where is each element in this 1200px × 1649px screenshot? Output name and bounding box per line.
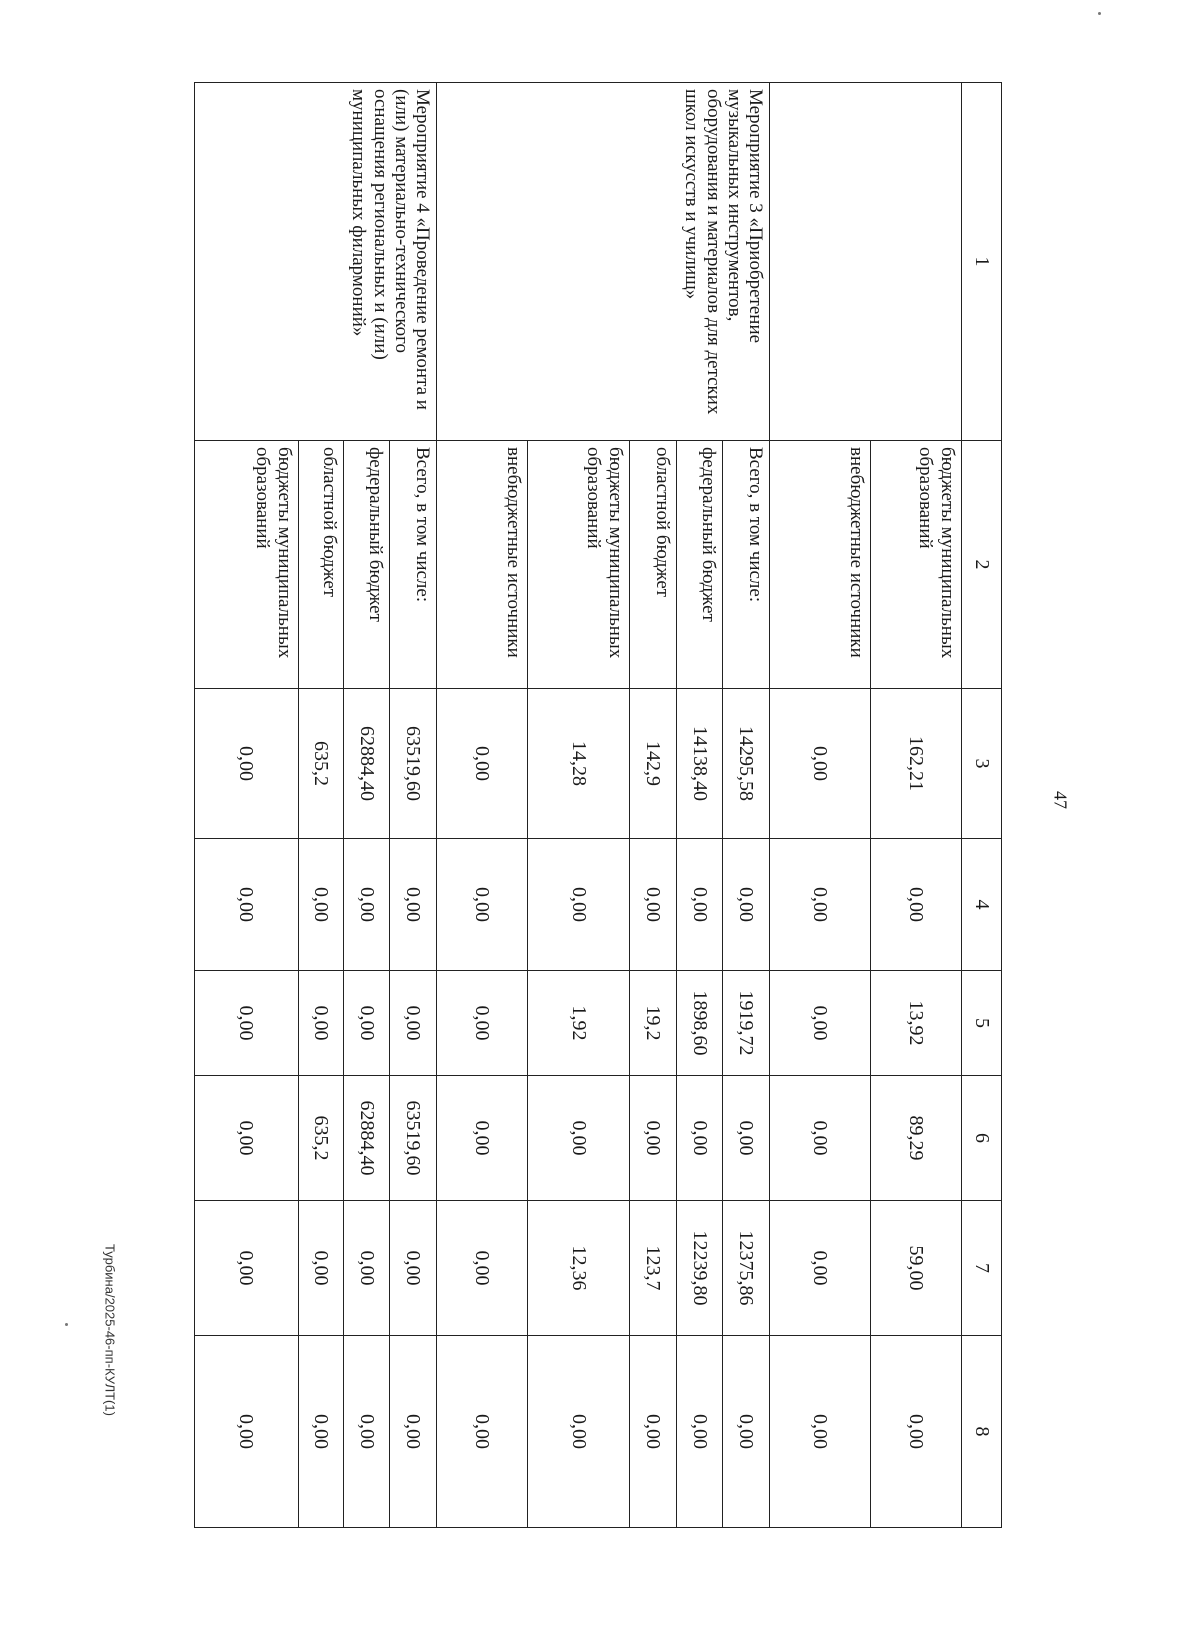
value-cell: 0,00 [344,971,390,1076]
document-footer: Турбина/2025-46-пп-КУЛТ(1) [102,1244,118,1416]
source-cell: бюджеты муниципальных образований [195,441,299,689]
value-cell: 62884,40 [344,689,390,839]
value-cell: 1,92 [528,971,629,1076]
header-cell: 8 [961,1336,1001,1528]
header-cell: 5 [961,971,1001,1076]
value-cell: 0,00 [629,839,677,971]
header-row [961,83,1001,1528]
value-cell: 19,2 [629,971,677,1076]
table-row [870,83,961,1528]
value-cell: 63519,60 [389,1076,437,1201]
value-cell: 12239,80 [677,1201,723,1336]
table-row [722,83,770,1528]
value-cell: 142,9 [629,689,677,839]
source-cell: Всего, в том числе: [722,441,770,689]
value-cell: 0,00 [770,971,870,1076]
value-cell: 0,00 [195,971,299,1076]
value-cell: 0,00 [629,1336,677,1528]
value-cell: 0,00 [677,1076,723,1201]
value-cell: 0,00 [722,1076,770,1201]
source-cell: бюджеты муниципальных образований [870,441,961,689]
value-cell: 1898,60 [677,971,723,1076]
value-cell: 0,00 [344,1201,390,1336]
value-cell: 0,00 [195,839,299,971]
value-cell: 0,00 [677,839,723,971]
value-cell: 0,00 [195,689,299,839]
value-cell: 0,00 [195,1076,299,1201]
page-number: 47 [1050,791,1071,809]
value-cell: 0,00 [870,1336,961,1528]
value-cell: 0,00 [629,1076,677,1201]
measure-cell: Мероприятие 4 «Проведение ремонта и (или) материально-технического оснащения региональных и (или) муниципальных филармоний» [195,83,437,441]
value-cell: 123,7 [629,1201,677,1336]
scan-speck [65,1323,68,1326]
value-cell: 0,00 [722,839,770,971]
value-cell: 0,00 [437,1076,528,1201]
header-cell: 6 [961,1076,1001,1201]
value-cell: 0,00 [437,971,528,1076]
value-cell: 14138,40 [677,689,723,839]
rotated-table-wrapper [194,82,1002,1527]
header-cell: 4 [961,839,1001,971]
value-cell: 0,00 [389,1201,437,1336]
value-cell: 0,00 [528,839,629,971]
source-cell: федеральный бюджет [344,441,390,689]
value-cell: 0,00 [437,689,528,839]
value-cell: 0,00 [389,1336,437,1528]
value-cell: 0,00 [389,839,437,971]
value-cell: 12375,86 [722,1201,770,1336]
value-cell: 635,2 [298,689,344,839]
value-cell: 0,00 [770,1201,870,1336]
value-cell: 0,00 [437,1201,528,1336]
value-cell: 0,00 [528,1336,629,1528]
value-cell: 1919,72 [722,971,770,1076]
measure-cell: Мероприятие 3 «Приобретение музыкальных инструментов, оборудования и материалов для детских школ искусств и училищ» [437,83,770,441]
value-cell: 59,00 [870,1201,961,1336]
header-cell: 1 [961,83,1001,441]
header-cell: 7 [961,1201,1001,1336]
source-cell: бюджеты муниципальных образований [528,441,629,689]
source-cell: федеральный бюджет [677,441,723,689]
value-cell: 0,00 [770,1076,870,1201]
value-cell: 0,00 [298,1336,344,1528]
value-cell: 162,21 [870,689,961,839]
value-cell: 0,00 [722,1336,770,1528]
value-cell: 12,36 [528,1201,629,1336]
value-cell: 0,00 [298,971,344,1076]
measure-cell [770,83,961,441]
source-cell: областной бюджет [298,441,344,689]
value-cell: 0,00 [528,1076,629,1201]
scan-speck [1098,12,1101,15]
value-cell: 635,2 [298,1076,344,1201]
value-cell: 0,00 [437,839,528,971]
value-cell: 0,00 [870,839,961,971]
value-cell: 0,00 [677,1336,723,1528]
value-cell: 14295,58 [722,689,770,839]
budget-table [194,82,1002,1528]
header-cell: 2 [961,441,1001,689]
value-cell: 0,00 [298,1201,344,1336]
value-cell: 0,00 [770,689,870,839]
value-cell: 0,00 [389,971,437,1076]
value-cell: 0,00 [195,1336,299,1528]
value-cell: 13,92 [870,971,961,1076]
source-cell: Всего, в том числе: [389,441,437,689]
value-cell: 0,00 [195,1201,299,1336]
value-cell: 62884,40 [344,1076,390,1201]
header-cell: 3 [961,689,1001,839]
source-cell: областной бюджет [629,441,677,689]
source-cell: внебюджетные источники [770,441,870,689]
table-row [389,83,437,1528]
value-cell: 0,00 [437,1336,528,1528]
value-cell: 0,00 [770,1336,870,1528]
value-cell: 0,00 [344,1336,390,1528]
value-cell: 0,00 [344,839,390,971]
value-cell: 89,29 [870,1076,961,1201]
value-cell: 0,00 [298,839,344,971]
value-cell: 0,00 [770,839,870,971]
source-cell: внебюджетные источники [437,441,528,689]
value-cell: 63519,60 [389,689,437,839]
value-cell: 14,28 [528,689,629,839]
